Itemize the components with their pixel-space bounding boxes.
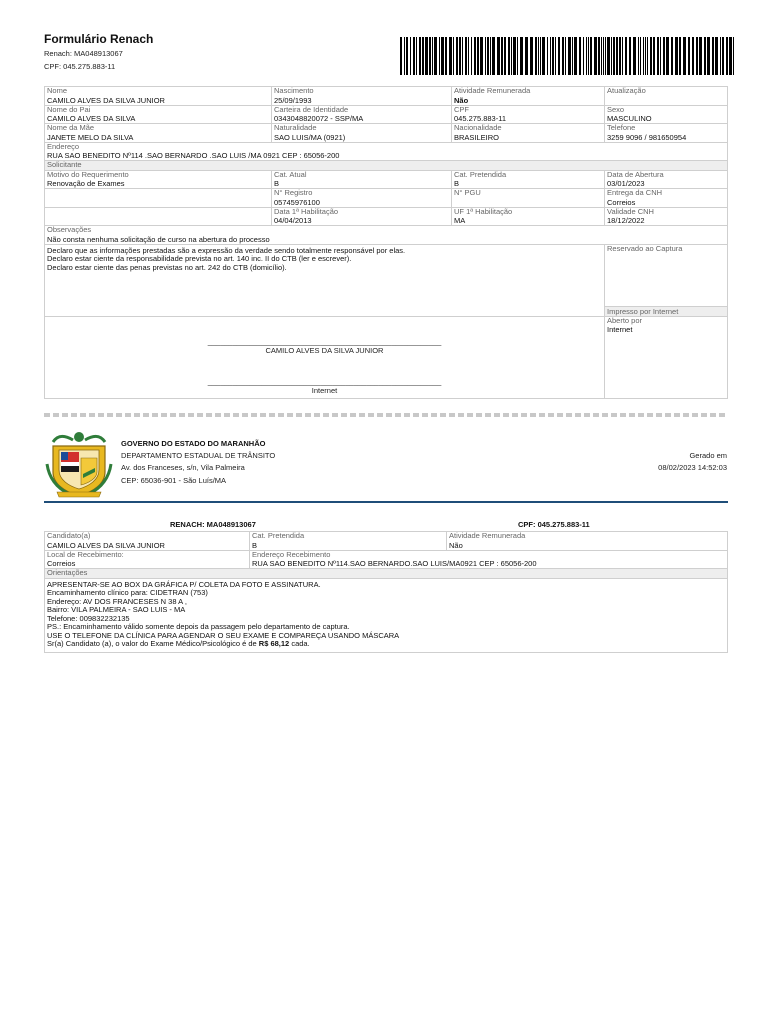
renach-number: Renach: MA048913067 <box>44 49 123 58</box>
field-atividade-2: Não <box>449 540 463 550</box>
signature-area <box>45 317 604 398</box>
org-name: GOVERNO DO ESTADO DO MARANHÃO <box>121 439 266 448</box>
barcode-icon <box>400 37 734 75</box>
barcode-bar <box>579 37 581 75</box>
field-endereco: RUA SAO BENEDITO Nº114 .SAO BERNARDO .SAO LUIS /MA 0921 CEP : 65056-200 <box>47 151 340 160</box>
field-label: Data 1ª Habilitação <box>274 207 339 216</box>
barcode-bar <box>487 37 489 75</box>
barcode-bar <box>603 37 604 75</box>
barcode-bar <box>565 37 566 75</box>
page-title: Formulário Renach <box>44 32 154 46</box>
declaration-line: Declaro estar ciente da responsabilidade prevista no art. 140 inc. II do CTB (ler e escrever). <box>47 254 352 263</box>
barcode-bar <box>671 37 673 75</box>
barcode-bar <box>513 37 516 75</box>
field-uf-habilitacao: MA <box>454 216 466 225</box>
barcode-bar <box>490 37 491 75</box>
org-address: Av. dos Franceses, s/n, Vila Palmeira <box>121 463 245 472</box>
field-label: Observações <box>47 226 92 234</box>
orientation-line: Encaminhamento clínico para: CIDETRAN (753) <box>47 588 208 597</box>
field-pai: CAMILO ALVES DA SILVA <box>47 114 136 123</box>
field-mae: JANETE MELO DA SILVA <box>47 132 134 142</box>
barcode-bar <box>619 37 621 75</box>
barcode-bar <box>663 37 665 75</box>
field-identidade: 0343048820072 - SSP/MA <box>274 114 364 123</box>
field-label <box>47 208 269 217</box>
field-label: Carteira de Identidade <box>274 105 349 114</box>
candidate-row-1 <box>45 532 727 551</box>
orientation-line: Telefone: 009832232135 <box>47 613 130 623</box>
section-orientacoes <box>45 569 727 579</box>
form-row-observacoes <box>45 226 727 245</box>
field-label: Entrega da CNH <box>607 189 663 197</box>
form-row-2 <box>45 106 727 125</box>
barcode-bar <box>657 37 659 75</box>
barcode-bar <box>558 37 560 75</box>
field-label <box>47 189 269 198</box>
barcode-bar <box>474 37 476 75</box>
barcode-bar <box>696 37 698 75</box>
signature-line: ________________________________________________________ <box>207 336 442 346</box>
barcode-bar <box>542 37 545 75</box>
barcode-bar <box>410 37 411 75</box>
field-label: Cat. Atual <box>274 170 307 179</box>
field-label: N° PGU <box>454 189 481 197</box>
barcode-bar <box>459 37 461 75</box>
barcode-bar <box>535 37 537 75</box>
barcode-bar <box>449 37 452 75</box>
barcode-bar <box>485 37 486 75</box>
barcode-bar <box>465 37 467 75</box>
barcode-bar <box>720 37 721 75</box>
barcode-bar <box>594 37 597 75</box>
reservado-label: Reservado ao Captura <box>607 244 683 253</box>
field-label: Endereço <box>47 142 80 151</box>
field-cat-atual: B <box>274 179 280 188</box>
barcode-bar <box>590 37 592 75</box>
cpf-heading: CPF: 045.275.883-11 <box>518 520 590 529</box>
barcode-bar <box>633 37 636 75</box>
barcode-bar <box>653 37 655 75</box>
orientation-line: USE O TELEFONE DA CLÍNICA PARA AGENDAR O SEU EXAME E COMPAREÇA USANDO MÁSCARA <box>47 630 400 640</box>
barcode-bar <box>629 37 631 75</box>
field-data-habilitacao: 04/04/2013 <box>274 216 312 225</box>
declaration-line: Declaro estar ciente das penas previstas no art. 242 do CTB (domicílio). <box>47 262 287 272</box>
signature-line: ________________________________________________________ <box>207 376 442 386</box>
barcode-bar <box>555 37 556 75</box>
field-registro: 05745976100 <box>274 197 320 207</box>
renach-heading: RENACH: MA048913067 <box>170 520 256 529</box>
barcode-bar <box>540 37 541 75</box>
barcode-bar <box>616 37 618 75</box>
field-nascimento: 25/09/1993 <box>274 95 312 105</box>
barcode-bar <box>660 37 661 75</box>
barcode-bar <box>607 37 610 75</box>
form-row-7 <box>45 208 727 227</box>
barcode-bar <box>400 37 402 75</box>
barcode-bar <box>586 37 587 75</box>
barcode-bar <box>550 37 551 75</box>
barcode-bar <box>650 37 652 75</box>
field-cat-pretendida: B <box>454 179 460 188</box>
barcode-bar <box>504 37 506 75</box>
barcode-bar <box>625 37 627 75</box>
barcode-bar <box>453 37 454 75</box>
field-label: Motivo do Requerimento <box>47 170 129 179</box>
barcode-bar <box>462 37 463 75</box>
barcode-bar <box>666 37 669 75</box>
barcode-bar <box>733 37 734 75</box>
barcode-bar <box>704 37 706 75</box>
barcode-bar <box>640 37 641 75</box>
section-divider <box>44 501 728 503</box>
candidate-form <box>44 531 728 653</box>
field-label: Nome da Mãe <box>47 124 95 132</box>
field-label: Naturalidade <box>274 124 317 132</box>
barcode-bar <box>643 37 644 75</box>
barcode-bar <box>477 37 479 75</box>
barcode-bar <box>588 37 589 75</box>
cut-line <box>44 413 728 417</box>
fee-prefix: Sr(a) Candidato (a), o valor do Exame Médico/Psicológico é de <box>47 639 259 648</box>
generated-label: Gerado em <box>689 451 727 460</box>
barcode-bar <box>675 37 678 75</box>
field-data-abertura: 03/01/2023 <box>607 179 645 188</box>
barcode-bar <box>699 37 702 75</box>
impresso-label: Impresso por Internet <box>605 306 727 316</box>
declaration-line: Declaro que as informações prestadas são a expressão da verdade sendo totalmente responsável por elas. <box>47 245 406 255</box>
form-row-1 <box>45 87 727 106</box>
barcode-bar <box>422 37 424 75</box>
barcode-bar <box>679 37 681 75</box>
barcode-bar <box>468 37 469 75</box>
barcode-bar <box>432 37 433 75</box>
barcode-bar <box>574 37 577 75</box>
field-label: Nome do Pai <box>47 105 91 114</box>
barcode-bar <box>530 37 533 75</box>
field-candidato: CAMILO ALVES DA SILVA JUNIOR <box>47 540 165 550</box>
field-label: Data de Abertura <box>607 170 664 179</box>
form-row-declaracoes <box>45 245 727 317</box>
field-nacionalidade: BRASILEIRO <box>454 132 500 142</box>
field-label: Endereço Recebimento <box>252 550 331 559</box>
field-label: UF 1ª Habilitação <box>454 207 513 216</box>
field-motivo: Renovação de Exames <box>47 179 125 188</box>
field-label: Candidato(a) <box>47 532 91 540</box>
barcode-bar <box>538 37 539 75</box>
barcode-bar <box>520 37 523 75</box>
barcode-bar <box>722 37 724 75</box>
barcode-bar <box>480 37 483 75</box>
form-row-6 <box>45 189 727 208</box>
generated-timestamp: 08/02/2023 14:52:03 <box>658 463 727 472</box>
barcode-bar <box>406 37 408 75</box>
barcode-bar <box>492 37 495 75</box>
barcode-bar <box>601 37 602 75</box>
barcode-bar <box>441 37 444 75</box>
signature-internet: Internet <box>311 385 338 395</box>
barcode-bar <box>568 37 571 75</box>
fee-line <box>47 640 725 649</box>
barcode-bar <box>611 37 612 75</box>
org-cep: CEP: 65036-901 - São Luís/MA <box>121 476 227 485</box>
form-row-endereco <box>45 143 727 162</box>
field-label: Nacionalidade <box>454 124 502 132</box>
barcode-bar <box>525 37 528 75</box>
barcode-bar <box>638 37 639 75</box>
fee-suffix: cada. <box>289 639 310 648</box>
barcode-bar <box>471 37 472 75</box>
form-row-5 <box>45 171 727 190</box>
orientacoes-text <box>45 579 727 652</box>
barcode-bar <box>552 37 554 75</box>
barcode-bar <box>622 37 623 75</box>
barcode-bar <box>547 37 548 75</box>
field-endereco-recebimento: RUA SAO BENEDITO Nº114.SAO BERNARDO.SAO LUIS/MA0921 CEP : 65056-200 <box>252 559 537 568</box>
form-row-assinatura <box>45 317 727 398</box>
field-cpf: 045.275.883-11 <box>454 114 506 123</box>
coat-of-arms-icon <box>43 428 115 498</box>
declarations <box>45 245 604 316</box>
orientation-line: PS.: Encaminhamento válido somente depois da passagem pelo departamento de captura. <box>47 622 350 631</box>
field-label: Validade CNH <box>607 207 654 216</box>
field-label: Sexo <box>607 105 625 114</box>
barcode-bar <box>419 37 421 75</box>
barcode-bar <box>562 37 564 75</box>
field-nome: CAMILO ALVES DA SILVA JUNIOR <box>47 95 165 105</box>
form-row-3 <box>45 124 727 143</box>
barcode-bar <box>517 37 518 75</box>
barcode-bar <box>429 37 431 75</box>
barcode-bar <box>729 37 732 75</box>
barcode-bar <box>511 37 512 75</box>
barcode-bar <box>712 37 714 75</box>
orientacoes-body <box>45 579 727 652</box>
field-label: Nascimento <box>274 87 314 95</box>
field-label: N° Registro <box>274 189 313 197</box>
field-local-recebimento: Correios <box>47 559 76 568</box>
field-sexo: MASCULINO <box>607 114 652 123</box>
barcode-bar <box>688 37 690 75</box>
field-label: Cat. Pretendida <box>252 532 305 540</box>
barcode-bar <box>497 37 500 75</box>
section-solicitante <box>45 161 727 171</box>
field-label: Atividade Remunerada <box>449 532 526 540</box>
barcode-bar <box>692 37 694 75</box>
barcode-bar <box>645 37 646 75</box>
field-label: Atividade Remunerada <box>454 87 531 95</box>
barcode-bar <box>715 37 718 75</box>
section-label: Orientações <box>47 569 88 577</box>
field-entrega: Correios <box>607 197 636 207</box>
field-label: CPF <box>454 105 469 114</box>
barcode-bar <box>605 37 606 75</box>
field-aberto-por: Internet <box>607 325 633 334</box>
field-label: Cat. Pretendida <box>454 170 507 179</box>
field-atividade: Não <box>454 95 469 105</box>
orientation-line: Endereço: AV DOS FRANCESES N 38 A , <box>47 596 187 606</box>
field-label: Telefone <box>607 124 636 132</box>
barcode-bar <box>456 37 458 75</box>
barcode-bar <box>572 37 573 75</box>
barcode-bar <box>404 37 405 75</box>
field-observacoes: Não consta nenhuma solicitação de curso na abertura do processo <box>47 234 270 244</box>
candidate-row-2 <box>45 551 727 570</box>
field-telefone: 3259 9096 / 981650954 <box>607 132 687 142</box>
barcode-bar <box>434 37 437 75</box>
barcode-bar <box>416 37 417 75</box>
orientation-line: APRESENTAR-SE AO BOX DA GRÁFICA P/ COLETA DA FOTO E ASSINATURA. <box>47 579 321 589</box>
field-naturalidade: SAO LUIS/MA (0921) <box>274 132 346 142</box>
renach-form <box>44 86 728 399</box>
barcode-bar <box>439 37 440 75</box>
orientation-line: Bairro: VILA PALMEIRA - SAO LUIS - MA <box>47 605 186 614</box>
field-label: Nome <box>47 87 68 95</box>
signature-name: CAMILO ALVES DA SILVA JUNIOR <box>265 345 384 355</box>
barcode-bar <box>598 37 600 75</box>
cpf-number: CPF: 045.275.883-11 <box>44 62 116 71</box>
field-label: Local de Recebimento: <box>47 550 124 559</box>
section-label: Solicitante <box>47 161 82 169</box>
field-label: Aberto por <box>607 316 643 325</box>
org-department: DEPARTAMENTO ESTADUAL DE TRÂNSITO <box>121 451 276 460</box>
barcode-bar <box>445 37 447 75</box>
barcode-bar <box>683 37 686 75</box>
barcode-bar <box>583 37 584 75</box>
barcode-bar <box>613 37 615 75</box>
barcode-bar <box>647 37 648 75</box>
field-label: Atualização <box>607 87 646 95</box>
barcode-bar <box>501 37 503 75</box>
barcode-bar <box>425 37 428 75</box>
barcode-bar <box>726 37 728 75</box>
barcode-bar <box>508 37 510 75</box>
barcode-bar <box>413 37 415 75</box>
field-validade-cnh: 18/12/2022 <box>607 216 645 225</box>
barcode-bar <box>707 37 710 75</box>
field-cat-pretendida-2: B <box>252 540 258 550</box>
fee-value: R$ 68,12 <box>258 639 290 648</box>
